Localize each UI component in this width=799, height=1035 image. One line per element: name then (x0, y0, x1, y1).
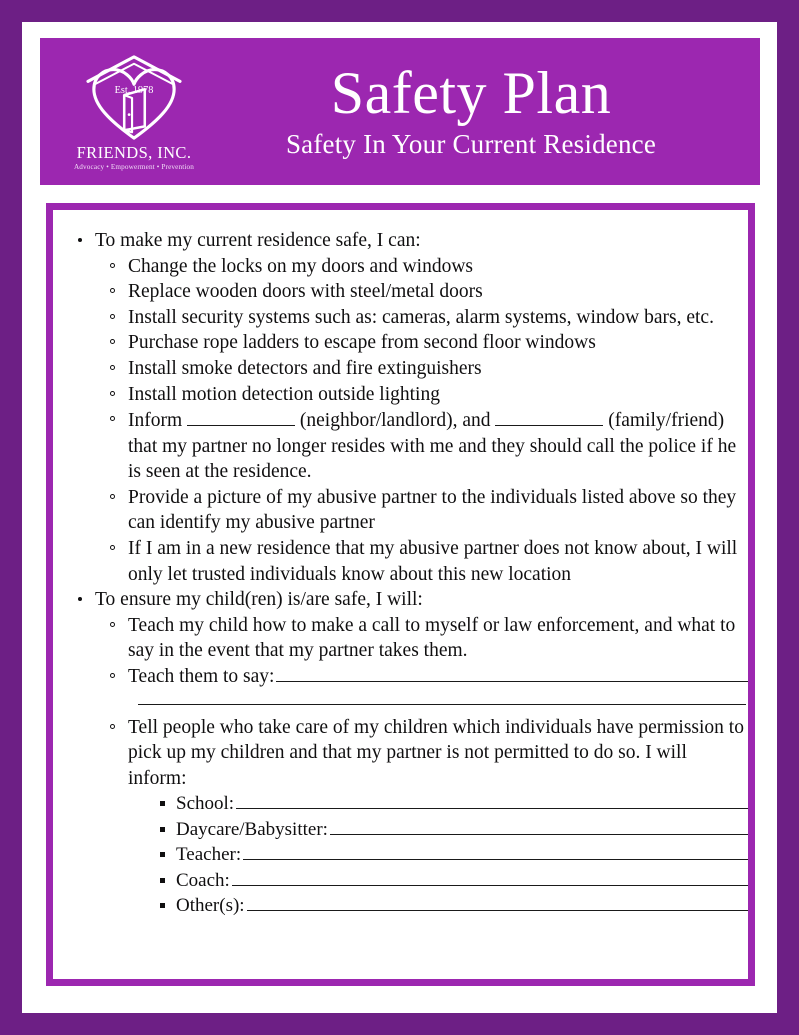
bullet-circle-icon (110, 263, 115, 268)
others-row (176, 893, 748, 918)
caregiver-contacts-list (160, 791, 748, 918)
list-item-inform (110, 407, 748, 485)
list-item (110, 485, 748, 536)
list-item-school (160, 791, 748, 816)
teach-them-to-say-blank[interactable] (276, 664, 748, 682)
inform-blank-family-friend[interactable] (495, 407, 603, 426)
daycare-babysitter-blank[interactable] (330, 818, 748, 835)
school-label: School: (176, 793, 235, 815)
list-item (110, 279, 748, 305)
logo-established-text: Est. 1978 (114, 84, 154, 96)
bullet-square-icon (160, 903, 165, 908)
list-item-text: Purchase rope ladders to escape from second floor windows (128, 332, 596, 354)
bullet-circle-icon (110, 314, 115, 319)
bullet-disc-icon (78, 597, 82, 601)
bullet-circle-icon (110, 416, 115, 421)
list-item-text: Replace wooden doors with steel/metal doors (128, 281, 483, 303)
logo-organization-name: FRIENDS, INC. (76, 142, 192, 162)
bullet-square-icon (160, 852, 165, 857)
page-title: Safety Plan (330, 60, 612, 127)
bullet-circle-icon (110, 545, 115, 550)
content-box (46, 203, 755, 986)
section-heading-residence (77, 228, 748, 587)
section-heading-children (77, 587, 748, 918)
bullet-circle-icon (110, 365, 115, 370)
inform-text-continuation: (family/friend) that my partner no longer resides with me and they should call the police if he is seen at the residence. (128, 410, 737, 483)
inform-text-part2: (neighbor/landlord), and (295, 410, 496, 432)
document-header (40, 38, 760, 185)
list-item (110, 356, 748, 382)
inform-text-part1: Inform (128, 410, 188, 432)
page-subtitle: Safety In Your Current Residence (285, 129, 657, 160)
coach-blank[interactable] (232, 868, 748, 885)
house-heart-logo-icon (80, 52, 188, 144)
bullet-square-icon (160, 827, 165, 832)
teach-them-to-say-blank-continuation[interactable] (138, 703, 746, 705)
list-item (110, 382, 748, 408)
list-item-coach (160, 868, 748, 893)
bullet-circle-icon (110, 622, 115, 627)
safety-plan-list (77, 228, 748, 918)
bullet-circle-icon (110, 494, 115, 499)
daycare-babysitter-row (176, 817, 748, 842)
organization-logo (71, 52, 197, 172)
list-item-text: Install motion detection outside lighting (128, 383, 440, 405)
logo-tagline: Advocacy • Empowerment • Prevention (73, 163, 195, 172)
school-row (176, 791, 748, 816)
content-inner (53, 210, 748, 979)
bullet-disc-icon (78, 238, 82, 242)
list-item (110, 305, 748, 331)
list-item-text: Teach my child how to make a call to myself or law enforcement, and what to say in the event that my partner takes them. (128, 614, 736, 662)
bullet-circle-icon (110, 288, 115, 293)
inform-blank-neighbor-landlord[interactable] (187, 407, 295, 426)
list-item-others (160, 893, 748, 918)
bullet-circle-icon (110, 391, 115, 396)
bullet-circle-icon (110, 724, 115, 729)
list-item-text: Provide a picture of my abusive partner to the individuals listed above so they can identify my abusive partner (128, 486, 737, 534)
list-item (110, 613, 748, 664)
header-title-group (201, 60, 759, 160)
children-actions-list (110, 613, 748, 919)
list-item (110, 254, 748, 280)
teach-them-to-say-label: Teach them to say: (128, 666, 275, 688)
school-blank[interactable] (236, 792, 748, 809)
bullet-square-icon (160, 878, 165, 883)
list-item-text: Install smoke detectors and fire extinguishers (128, 357, 482, 379)
others-blank[interactable] (247, 894, 748, 911)
daycare-babysitter-label: Daycare/Babysitter: (176, 818, 328, 840)
teacher-label: Teacher: (176, 844, 242, 866)
list-item-text: Change the locks on my doors and windows (128, 255, 474, 277)
section-heading-text: To make my current residence safe, I can: (95, 230, 421, 251)
bullet-square-icon (160, 801, 165, 806)
list-item-text: If I am in a new residence that my abusive partner does not know about, I will only let trusted individuals know about this new location (128, 538, 738, 585)
list-item-daycare-babysitter (160, 817, 748, 842)
teacher-row (176, 842, 748, 867)
list-item-teacher (160, 842, 748, 867)
list-item (110, 536, 748, 587)
residence-actions-list (110, 254, 748, 588)
teacher-blank[interactable] (243, 843, 748, 860)
list-item-tell-caregivers (110, 715, 748, 919)
coach-row (176, 868, 748, 893)
bullet-circle-icon (110, 673, 115, 678)
list-item-text: Tell people who take care of my children which individuals have permission to pick up my children and that my partner is not permitted to do so. I will inform: (128, 716, 744, 789)
list-item-text: Install security systems such as: cameras, alarm systems, window bars, etc. (128, 306, 714, 328)
bullet-circle-icon (110, 339, 115, 344)
list-item-teach-them-to-say (110, 664, 748, 705)
section-heading-text: To ensure my child(ren) is/are safe, I will: (95, 589, 423, 611)
list-item (110, 330, 748, 356)
teach-them-to-say-row (128, 664, 748, 690)
others-label: Other(s): (176, 895, 245, 917)
coach-label: Coach: (176, 869, 230, 891)
